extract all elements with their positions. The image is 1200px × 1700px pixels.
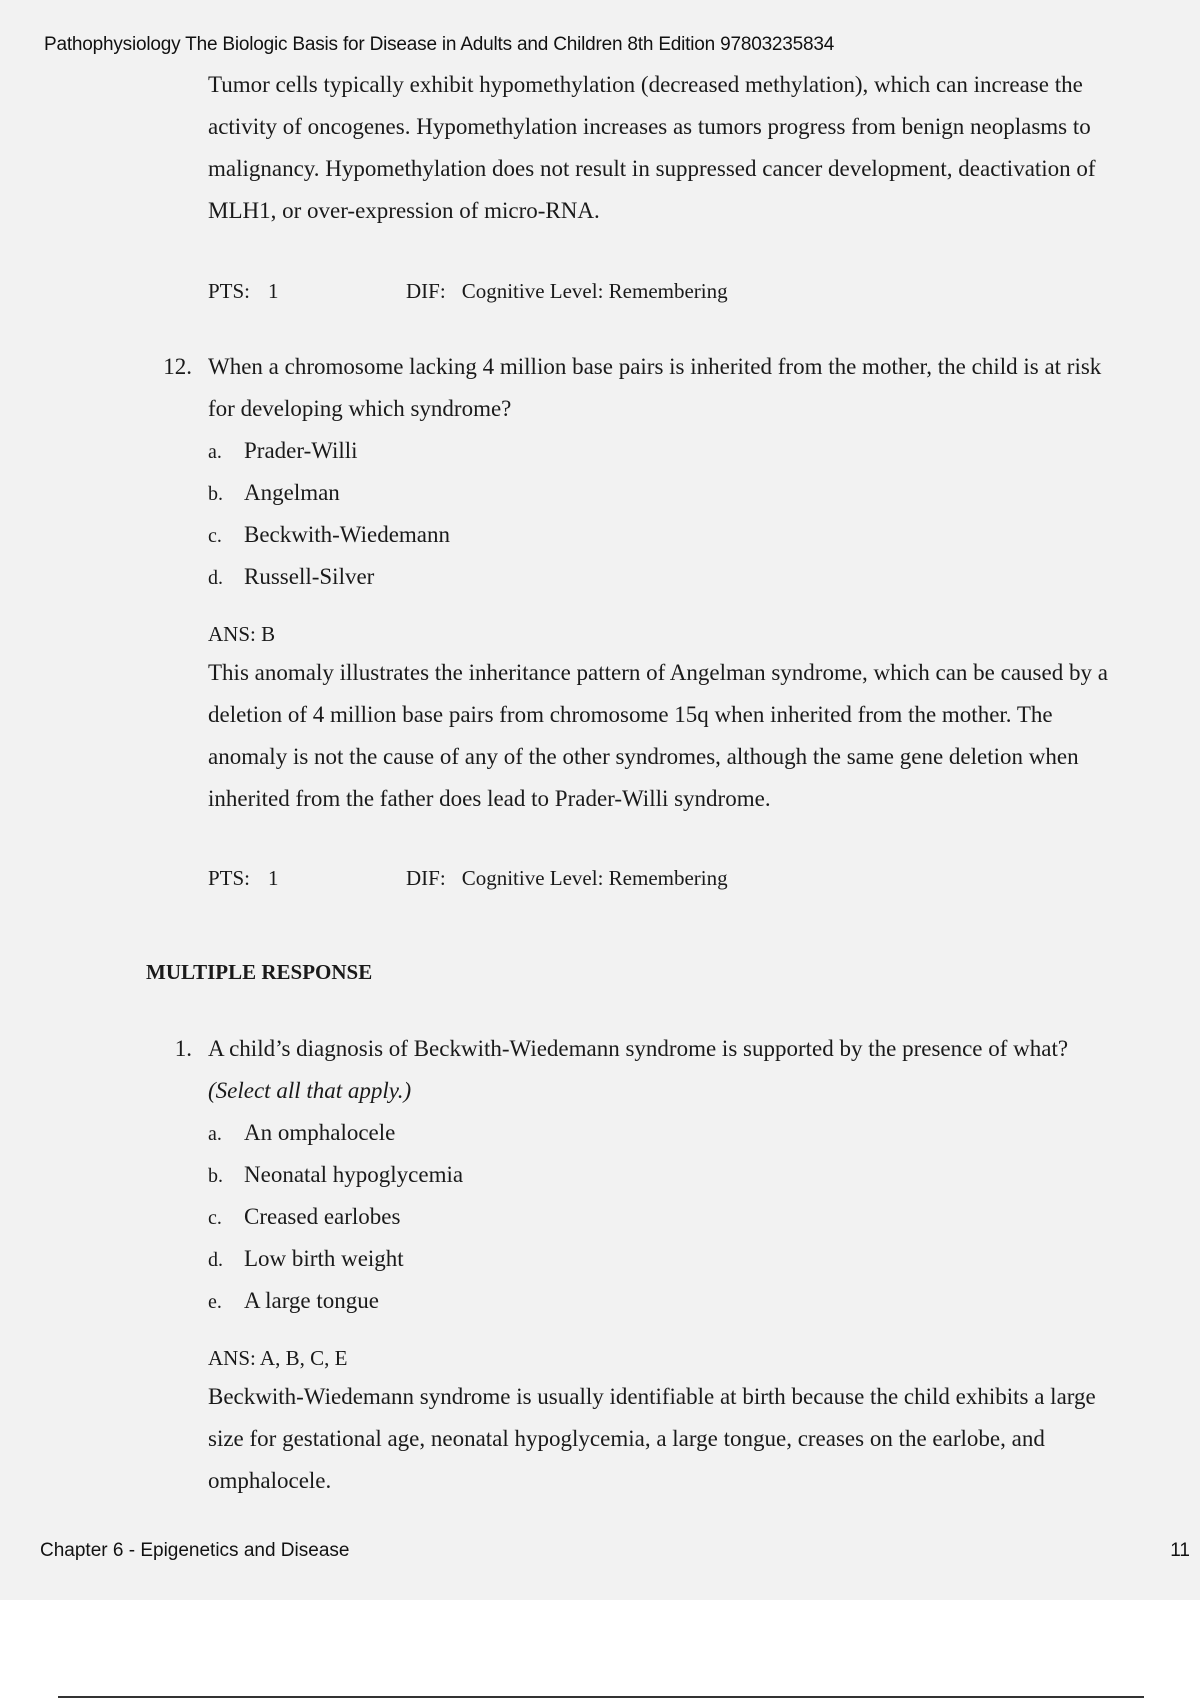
q11-rationale: Tumor cells typically exhibit hypomethylation (decreased methylation), which can increase the activity of oncogenes. Hypomethylation increases as tumors progress from benign neoplasms to malignancy. Hypomethylation does not result in suppressed cancer development, deactivation of MLH1, or over-expression of micro-RNA. [208,72,1096,223]
q12-option-d: d. Russell-Silver [208,564,375,589]
q12-question: When a chromosome lacking 4 million base pairs is inherited from the mother, the child is at risk for developing which syndrome? [208,354,1102,421]
q12-dif: DIF: Cognitive Level: Remembering [406,866,728,890]
section-heading: MULTIPLE RESPONSE [146,960,373,984]
running-header: Pathophysiology The Biologic Basis for Disease in Adults and Children 8th Edition 97803235834 [44,34,835,55]
mr1-option-e: e. A large tongue [208,1288,379,1313]
mr1-option-b: b. Neonatal hypoglycemia [208,1162,464,1187]
footer-chapter: Chapter 6 - Epigenetics and Disease [40,1540,350,1561]
q11-dif: DIF: Cognitive Level: Remembering [406,279,728,303]
mr1-option-d: d. Low birth weight [208,1246,404,1271]
q12-number: 12. [163,354,192,379]
mr1-rationale: Beckwith-Wiedemann syndrome is usually identifiable at birth because the child exhibits a large size for gestational age, neonatal hypoglycemia, a large tongue, creases on the earlobe, and omphalocele. [208,1384,1096,1493]
mr1-answer: ANS: A, B, C, E [208,1346,348,1370]
mr1-option-a: a. An omphalocele [208,1120,396,1145]
mr1-instruction: (Select all that apply.) [208,1078,412,1103]
mr1-option-c: c. Creased earlobes [208,1204,401,1229]
q12-rationale: This anomaly illustrates the inheritance pattern of Angelman syndrome, which can be caused by a deletion of 4 million base pairs from chromosome 15q when inherited from the mother. The anomaly is not the cause of any of the other syndromes, although the same gene deletion when inherited from the father does lead to Prader-Willi syndrome. [208,660,1108,811]
bottom-divider [58,1696,1144,1698]
footer-page-number: 11 [1170,1540,1190,1561]
q12-answer: ANS: B [208,622,276,646]
q12-option-c: c. Beckwith-Wiedemann [208,522,451,547]
q12-pts: PTS: 1 [208,866,279,890]
q12-option-a: a. Prader-Willi [208,438,358,463]
mr1-number: 1. [174,1036,192,1061]
mr1-question: A child’s diagnosis of Beckwith-Wiedemann syndrome is supported by the presence of what? (Select all that apply.) [208,1036,1069,1103]
q11-pts: PTS: 1 [208,279,279,303]
q12-option-b: b. Angelman [208,480,340,505]
